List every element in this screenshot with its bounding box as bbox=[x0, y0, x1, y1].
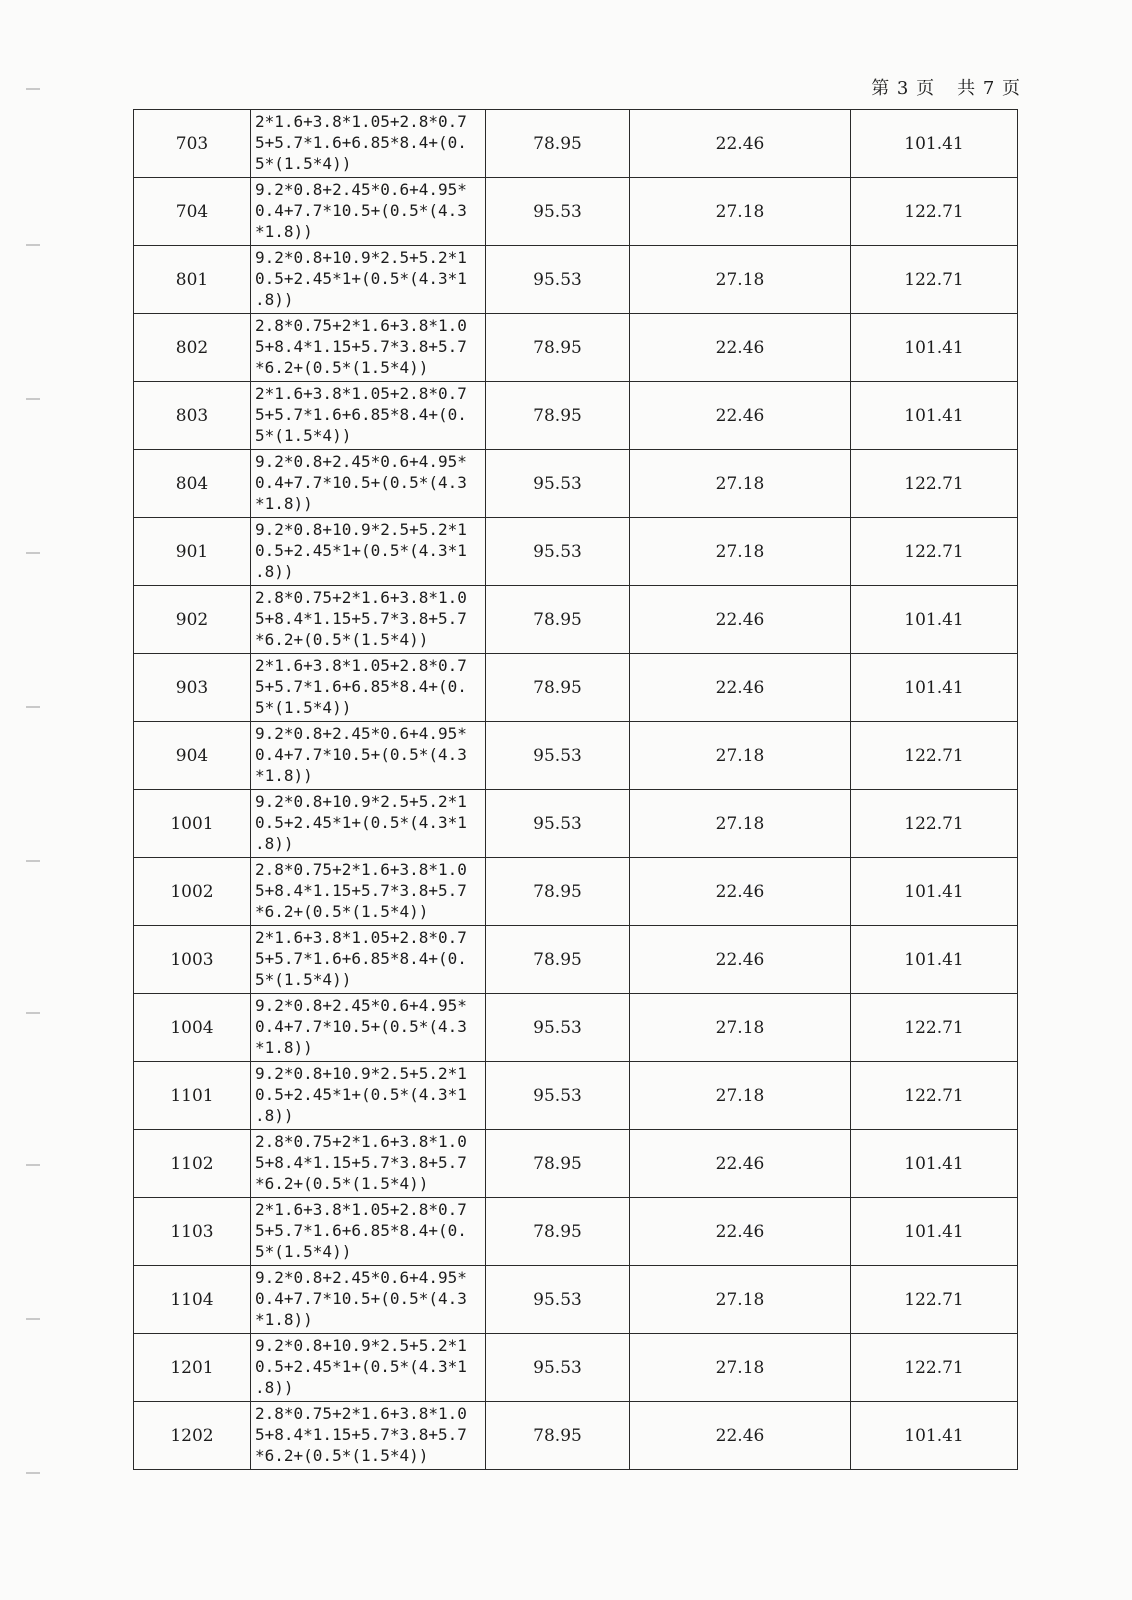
formula-line: *6.2+(0.5*(1.5*4)) bbox=[255, 630, 429, 649]
table-row bbox=[134, 1402, 1018, 1470]
formula-cell bbox=[251, 994, 486, 1062]
table-row bbox=[134, 790, 1018, 858]
area-b-cell: 27.18 bbox=[630, 994, 851, 1062]
area-a-cell: 78.95 bbox=[486, 858, 630, 926]
area-b-cell: 27.18 bbox=[630, 790, 851, 858]
table-row bbox=[134, 1198, 1018, 1266]
total-area-cell: 101.41 bbox=[851, 1130, 1018, 1198]
formula-line: .8)) bbox=[255, 834, 294, 853]
formula-line: 0.4+7.7*10.5+(0.5*(4.3 bbox=[255, 1289, 467, 1308]
formula-cell bbox=[251, 722, 486, 790]
formula-line: 0.4+7.7*10.5+(0.5*(4.3 bbox=[255, 745, 467, 764]
area-a-cell: 95.53 bbox=[486, 246, 630, 314]
formula-cell bbox=[251, 450, 486, 518]
room-number-cell: 1102 bbox=[134, 1130, 251, 1198]
formula-line: .8)) bbox=[255, 562, 294, 581]
formula-line: .8)) bbox=[255, 1378, 294, 1397]
formula-cell bbox=[251, 1402, 486, 1470]
room-number-cell: 804 bbox=[134, 450, 251, 518]
formula-line: 5+8.4*1.15+5.7*3.8+5.7 bbox=[255, 609, 467, 628]
table-row bbox=[134, 586, 1018, 654]
room-number-cell: 704 bbox=[134, 178, 251, 246]
total-area-cell: 101.41 bbox=[851, 382, 1018, 450]
formula-line: 9.2*0.8+2.45*0.6+4.95* bbox=[255, 452, 467, 471]
area-b-cell: 27.18 bbox=[630, 450, 851, 518]
area-a-cell: 95.53 bbox=[486, 722, 630, 790]
formula-line: 2.8*0.75+2*1.6+3.8*1.0 bbox=[255, 588, 467, 607]
formula-line: *1.8)) bbox=[255, 494, 313, 513]
formula-line: 5+8.4*1.15+5.7*3.8+5.7 bbox=[255, 881, 467, 900]
area-a-cell: 95.53 bbox=[486, 1062, 630, 1130]
total-area-cell: 122.71 bbox=[851, 790, 1018, 858]
formula-line: 9.2*0.8+2.45*0.6+4.95* bbox=[255, 180, 467, 199]
formula-line: 9.2*0.8+10.9*2.5+5.2*1 bbox=[255, 520, 467, 539]
formula-line: 0.4+7.7*10.5+(0.5*(4.3 bbox=[255, 1017, 467, 1036]
formula-line: 0.5+2.45*1+(0.5*(4.3*1 bbox=[255, 1085, 467, 1104]
formula-line: 9.2*0.8+2.45*0.6+4.95* bbox=[255, 724, 467, 743]
area-a-cell: 78.95 bbox=[486, 654, 630, 722]
formula-line: 2*1.6+3.8*1.05+2.8*0.7 bbox=[255, 112, 467, 131]
room-area-table bbox=[133, 109, 1018, 1470]
total-area-cell: 122.71 bbox=[851, 178, 1018, 246]
area-a-cell: 95.53 bbox=[486, 518, 630, 586]
formula-cell bbox=[251, 314, 486, 382]
formula-cell bbox=[251, 586, 486, 654]
formula-line: 5+8.4*1.15+5.7*3.8+5.7 bbox=[255, 1153, 467, 1172]
area-b-cell: 22.46 bbox=[630, 654, 851, 722]
table-row bbox=[134, 178, 1018, 246]
formula-line: 2.8*0.75+2*1.6+3.8*1.0 bbox=[255, 316, 467, 335]
table-row bbox=[134, 1062, 1018, 1130]
area-b-cell: 27.18 bbox=[630, 1334, 851, 1402]
formula-line: 5*(1.5*4)) bbox=[255, 698, 352, 717]
formula-line: 5+8.4*1.15+5.7*3.8+5.7 bbox=[255, 1425, 467, 1444]
area-b-cell: 22.46 bbox=[630, 382, 851, 450]
table-row bbox=[134, 382, 1018, 450]
formula-line: 5+5.7*1.6+6.85*8.4+(0. bbox=[255, 949, 467, 968]
formula-line: 0.5+2.45*1+(0.5*(4.3*1 bbox=[255, 813, 467, 832]
area-a-cell: 95.53 bbox=[486, 1266, 630, 1334]
formula-cell bbox=[251, 110, 486, 178]
formula-line: 2*1.6+3.8*1.05+2.8*0.7 bbox=[255, 384, 467, 403]
room-number-cell: 1004 bbox=[134, 994, 251, 1062]
formula-line: 5*(1.5*4)) bbox=[255, 1242, 352, 1261]
formula-cell bbox=[251, 178, 486, 246]
table-row bbox=[134, 926, 1018, 994]
table-row bbox=[134, 858, 1018, 926]
formula-line: 9.2*0.8+2.45*0.6+4.95* bbox=[255, 996, 467, 1015]
area-b-cell: 27.18 bbox=[630, 178, 851, 246]
table-row bbox=[134, 1266, 1018, 1334]
area-b-cell: 27.18 bbox=[630, 722, 851, 790]
room-number-cell: 901 bbox=[134, 518, 251, 586]
formula-line: 2*1.6+3.8*1.05+2.8*0.7 bbox=[255, 928, 467, 947]
total-area-cell: 101.41 bbox=[851, 858, 1018, 926]
formula-line: 2.8*0.75+2*1.6+3.8*1.0 bbox=[255, 1404, 467, 1423]
table-body bbox=[134, 110, 1018, 1470]
formula-cell bbox=[251, 1062, 486, 1130]
room-number-cell: 1103 bbox=[134, 1198, 251, 1266]
total-area-cell: 101.41 bbox=[851, 926, 1018, 994]
table-row bbox=[134, 1334, 1018, 1402]
formula-cell bbox=[251, 1334, 486, 1402]
formula-line: 2*1.6+3.8*1.05+2.8*0.7 bbox=[255, 1200, 467, 1219]
formula-cell bbox=[251, 246, 486, 314]
formula-cell bbox=[251, 926, 486, 994]
area-a-cell: 95.53 bbox=[486, 1334, 630, 1402]
formula-line: 2*1.6+3.8*1.05+2.8*0.7 bbox=[255, 656, 467, 675]
area-b-cell: 22.46 bbox=[630, 110, 851, 178]
table-row bbox=[134, 654, 1018, 722]
area-a-cell: 78.95 bbox=[486, 1402, 630, 1470]
area-a-cell: 78.95 bbox=[486, 314, 630, 382]
formula-line: 9.2*0.8+10.9*2.5+5.2*1 bbox=[255, 792, 467, 811]
area-a-cell: 95.53 bbox=[486, 178, 630, 246]
total-area-cell: 122.71 bbox=[851, 994, 1018, 1062]
area-b-cell: 27.18 bbox=[630, 246, 851, 314]
total-area-cell: 101.41 bbox=[851, 110, 1018, 178]
area-a-cell: 78.95 bbox=[486, 1198, 630, 1266]
formula-line: 5*(1.5*4)) bbox=[255, 154, 352, 173]
area-a-cell: 95.53 bbox=[486, 994, 630, 1062]
total-area-cell: 101.41 bbox=[851, 1402, 1018, 1470]
formula-cell bbox=[251, 858, 486, 926]
room-number-cell: 1002 bbox=[134, 858, 251, 926]
area-b-cell: 22.46 bbox=[630, 926, 851, 994]
room-number-cell: 904 bbox=[134, 722, 251, 790]
area-a-cell: 78.95 bbox=[486, 1130, 630, 1198]
table-row bbox=[134, 450, 1018, 518]
formula-line: *6.2+(0.5*(1.5*4)) bbox=[255, 1446, 429, 1465]
total-area-cell: 122.71 bbox=[851, 722, 1018, 790]
page-total: 共 7 页 bbox=[957, 78, 1021, 99]
formula-line: 0.5+2.45*1+(0.5*(4.3*1 bbox=[255, 1357, 467, 1376]
formula-line: 0.4+7.7*10.5+(0.5*(4.3 bbox=[255, 201, 467, 220]
formula-line: 0.5+2.45*1+(0.5*(4.3*1 bbox=[255, 269, 467, 288]
room-number-cell: 1001 bbox=[134, 790, 251, 858]
formula-line: *1.8)) bbox=[255, 766, 313, 785]
area-b-cell: 22.46 bbox=[630, 1402, 851, 1470]
formula-cell bbox=[251, 1266, 486, 1334]
formula-line: .8)) bbox=[255, 1106, 294, 1125]
formula-line: *6.2+(0.5*(1.5*4)) bbox=[255, 358, 429, 377]
area-a-cell: 95.53 bbox=[486, 790, 630, 858]
total-area-cell: 122.71 bbox=[851, 518, 1018, 586]
formula-cell bbox=[251, 382, 486, 450]
room-number-cell: 1201 bbox=[134, 1334, 251, 1402]
total-area-cell: 101.41 bbox=[851, 654, 1018, 722]
formula-line: *6.2+(0.5*(1.5*4)) bbox=[255, 1174, 429, 1193]
area-a-cell: 95.53 bbox=[486, 450, 630, 518]
formula-cell bbox=[251, 518, 486, 586]
table-row bbox=[134, 722, 1018, 790]
formula-line: 5*(1.5*4)) bbox=[255, 426, 352, 445]
area-b-cell: 22.46 bbox=[630, 1198, 851, 1266]
room-number-cell: 1101 bbox=[134, 1062, 251, 1130]
formula-cell bbox=[251, 654, 486, 722]
formula-line: 9.2*0.8+10.9*2.5+5.2*1 bbox=[255, 248, 467, 267]
room-number-cell: 703 bbox=[134, 110, 251, 178]
formula-line: 9.2*0.8+10.9*2.5+5.2*1 bbox=[255, 1336, 467, 1355]
total-area-cell: 122.71 bbox=[851, 450, 1018, 518]
formula-line: 9.2*0.8+2.45*0.6+4.95* bbox=[255, 1268, 467, 1287]
formula-line: 5+5.7*1.6+6.85*8.4+(0. bbox=[255, 677, 467, 696]
total-area-cell: 122.71 bbox=[851, 1062, 1018, 1130]
total-area-cell: 101.41 bbox=[851, 314, 1018, 382]
formula-line: *1.8)) bbox=[255, 1038, 313, 1057]
area-b-cell: 22.46 bbox=[630, 858, 851, 926]
formula-line: 5+5.7*1.6+6.85*8.4+(0. bbox=[255, 405, 467, 424]
formula-line: *1.8)) bbox=[255, 1310, 313, 1329]
area-b-cell: 27.18 bbox=[630, 1266, 851, 1334]
room-number-cell: 803 bbox=[134, 382, 251, 450]
area-a-cell: 78.95 bbox=[486, 586, 630, 654]
area-b-cell: 22.46 bbox=[630, 586, 851, 654]
formula-line: 5+5.7*1.6+6.85*8.4+(0. bbox=[255, 133, 467, 152]
table-row bbox=[134, 110, 1018, 178]
area-b-cell: 27.18 bbox=[630, 518, 851, 586]
formula-line: 5+5.7*1.6+6.85*8.4+(0. bbox=[255, 1221, 467, 1240]
room-number-cell: 1202 bbox=[134, 1402, 251, 1470]
formula-line: 2.8*0.75+2*1.6+3.8*1.0 bbox=[255, 1132, 467, 1151]
table-row bbox=[134, 994, 1018, 1062]
formula-line: *6.2+(0.5*(1.5*4)) bbox=[255, 902, 429, 921]
formula-line: 5*(1.5*4)) bbox=[255, 970, 352, 989]
room-number-cell: 1104 bbox=[134, 1266, 251, 1334]
area-b-cell: 22.46 bbox=[630, 1130, 851, 1198]
formula-line: 2.8*0.75+2*1.6+3.8*1.0 bbox=[255, 860, 467, 879]
formula-line: .8)) bbox=[255, 290, 294, 309]
room-number-cell: 802 bbox=[134, 314, 251, 382]
page-number bbox=[867, 74, 1021, 100]
formula-line: 5+8.4*1.15+5.7*3.8+5.7 bbox=[255, 337, 467, 356]
area-a-cell: 78.95 bbox=[486, 382, 630, 450]
total-area-cell: 122.71 bbox=[851, 1334, 1018, 1402]
formula-cell bbox=[251, 1198, 486, 1266]
table-row bbox=[134, 314, 1018, 382]
total-area-cell: 122.71 bbox=[851, 246, 1018, 314]
table-row bbox=[134, 246, 1018, 314]
area-a-cell: 78.95 bbox=[486, 926, 630, 994]
room-number-cell: 903 bbox=[134, 654, 251, 722]
table-row bbox=[134, 1130, 1018, 1198]
total-area-cell: 101.41 bbox=[851, 1198, 1018, 1266]
formula-line: 9.2*0.8+10.9*2.5+5.2*1 bbox=[255, 1064, 467, 1083]
room-number-cell: 902 bbox=[134, 586, 251, 654]
formula-line: 0.4+7.7*10.5+(0.5*(4.3 bbox=[255, 473, 467, 492]
formula-cell bbox=[251, 1130, 486, 1198]
total-area-cell: 122.71 bbox=[851, 1266, 1018, 1334]
formula-cell bbox=[251, 790, 486, 858]
area-table bbox=[133, 109, 1017, 1470]
formula-line: *1.8)) bbox=[255, 222, 313, 241]
area-a-cell: 78.95 bbox=[486, 110, 630, 178]
room-number-cell: 801 bbox=[134, 246, 251, 314]
area-b-cell: 27.18 bbox=[630, 1062, 851, 1130]
page-current: 第 3 页 bbox=[871, 78, 936, 99]
room-number-cell: 1003 bbox=[134, 926, 251, 994]
total-area-cell: 101.41 bbox=[851, 586, 1018, 654]
table-row bbox=[134, 518, 1018, 586]
formula-line: 0.5+2.45*1+(0.5*(4.3*1 bbox=[255, 541, 467, 560]
area-b-cell: 22.46 bbox=[630, 314, 851, 382]
